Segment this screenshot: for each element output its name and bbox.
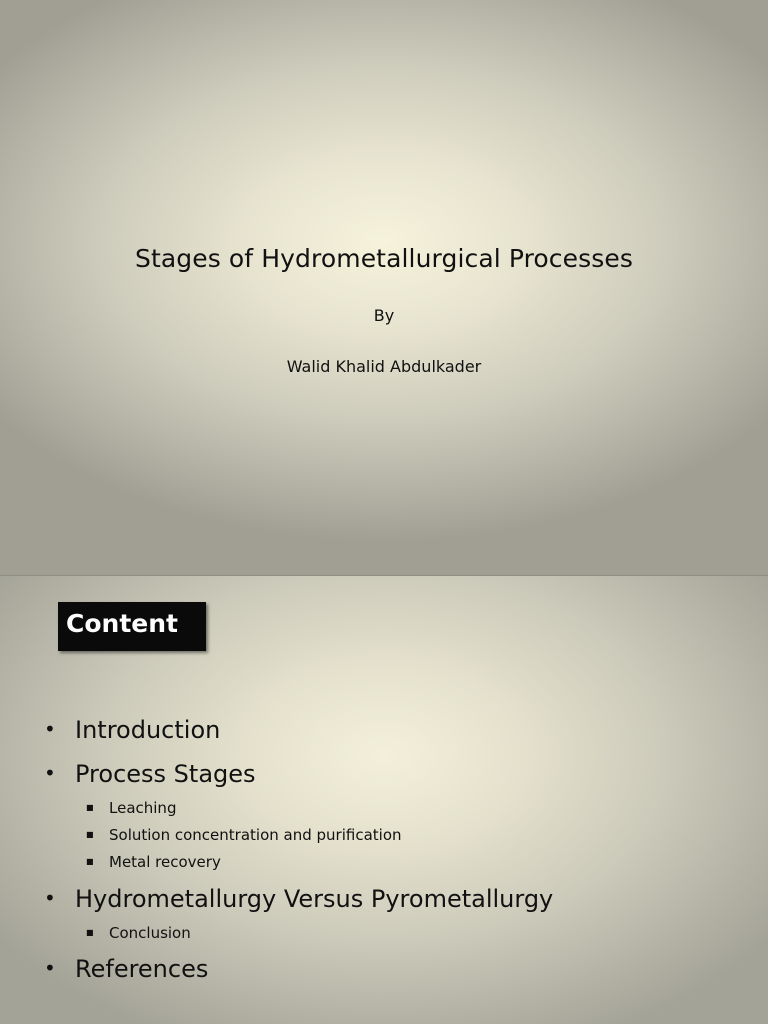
by-label: By [373,306,395,325]
list-item-label: Hydrometallurgy Versus Pyrometallurgy [75,885,554,913]
list-item-label: Process Stages [75,760,256,788]
bullet-icon: • [44,956,56,980]
sub-item-metal-recovery [86,853,221,871]
list-item-hydro-vs-pyro [44,885,553,913]
bullet-icon: • [44,717,56,741]
sub-item-conclusion [86,924,191,942]
slide-title: Stages of Hydrometallurgical Processes [135,244,633,273]
sub-item-label: Leaching [109,799,177,817]
square-bullet-icon: ■ [86,857,94,866]
square-bullet-icon: ■ [86,928,94,937]
list-item-introduction [44,716,220,744]
author-name: Walid Khalid Abdulkader [286,357,482,376]
sub-item-label: Solution concentration and purification [109,826,402,844]
list-item-label: Introduction [75,716,221,744]
content-heading: Content [58,602,206,651]
content-slide [0,576,768,1024]
list-item-process-stages [44,760,256,788]
bullet-icon: • [44,761,56,785]
sub-item-solution-concentration [86,826,402,844]
square-bullet-icon: ■ [86,830,94,839]
sub-item-label: Metal recovery [109,853,221,871]
square-bullet-icon: ■ [86,803,94,812]
list-item-references [44,955,208,983]
sub-item-label: Conclusion [109,924,191,942]
list-item-label: References [75,955,209,983]
sub-item-leaching [86,799,176,817]
bullet-icon: • [44,886,56,910]
